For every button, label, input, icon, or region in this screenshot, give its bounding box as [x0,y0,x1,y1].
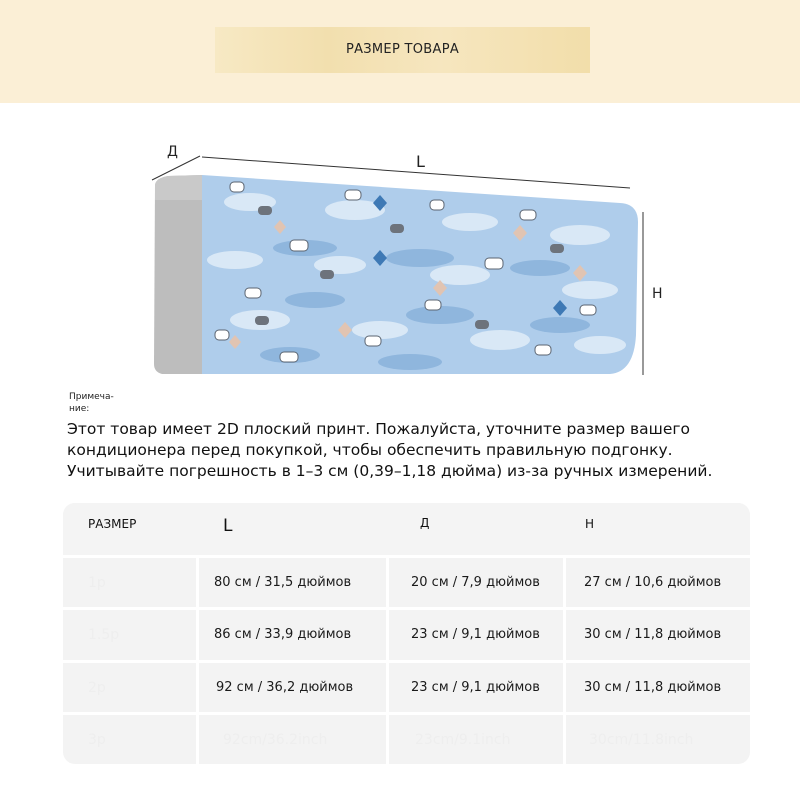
size-cell: 3p [88,732,106,748]
length-cell: 80 см / 31,5 дюймов [214,575,352,590]
header-size: РАЗМЕР [88,517,137,531]
size-cell: 2p [88,680,106,696]
height-cell: 27 см / 10,6 дюймов [584,575,722,590]
depth-cell: 23 см / 9,1 дюймов [411,627,540,642]
size-cell: 1p [88,575,106,591]
header-d: Д [420,516,430,530]
table-row [63,660,750,713]
table-row [63,712,750,764]
ac-cover-image [140,140,680,380]
header-h: H [585,517,595,531]
depth-cell: 20 см / 7,9 дюймов [411,575,540,590]
length-cell: 86 см / 33,9 дюймов [214,627,352,642]
page-title: РАЗМЕР ТОВАРА [345,42,460,57]
cover-side-panel [154,175,202,374]
height-cell: 30 см / 11,8 дюймов [584,680,722,695]
depth-label: Д [167,144,178,160]
height-cell: 30 см / 11,8 дюймов [584,627,722,642]
depth-cell: 23 см / 9,1 дюймов [411,680,540,695]
note-label-text: Примеча- ние: [69,392,114,414]
length-cell: 92 см / 36,2 дюймов [216,680,354,695]
note-line: кондиционера перед покупкой, чтобы обеспечить правильную подгонку. [67,441,673,459]
length-cell: 92cm/36.2inch [223,732,328,748]
table-row [63,555,750,608]
note-text [67,419,787,482]
note-line: Этот товар имеет 2D плоский принт. Пожалуйста, уточните размер вашего [67,420,691,438]
height-label: H [652,286,663,302]
size-cell: 1.5p [88,627,120,643]
header-l: L [223,516,233,536]
depth-cell: 23cm/9.1inch [415,732,511,748]
table-header [63,503,750,555]
height-cell: 30cm/11.8inch [589,732,694,748]
length-label: L [416,152,425,171]
size-table [63,503,750,764]
note-line: Учитывайте погрешность в 1–3 см (0,39–1,18 дюйма) из-за ручных измерений. [67,462,713,480]
note-label [69,391,129,415]
product-illustration [140,140,680,380]
table-row [63,607,750,660]
